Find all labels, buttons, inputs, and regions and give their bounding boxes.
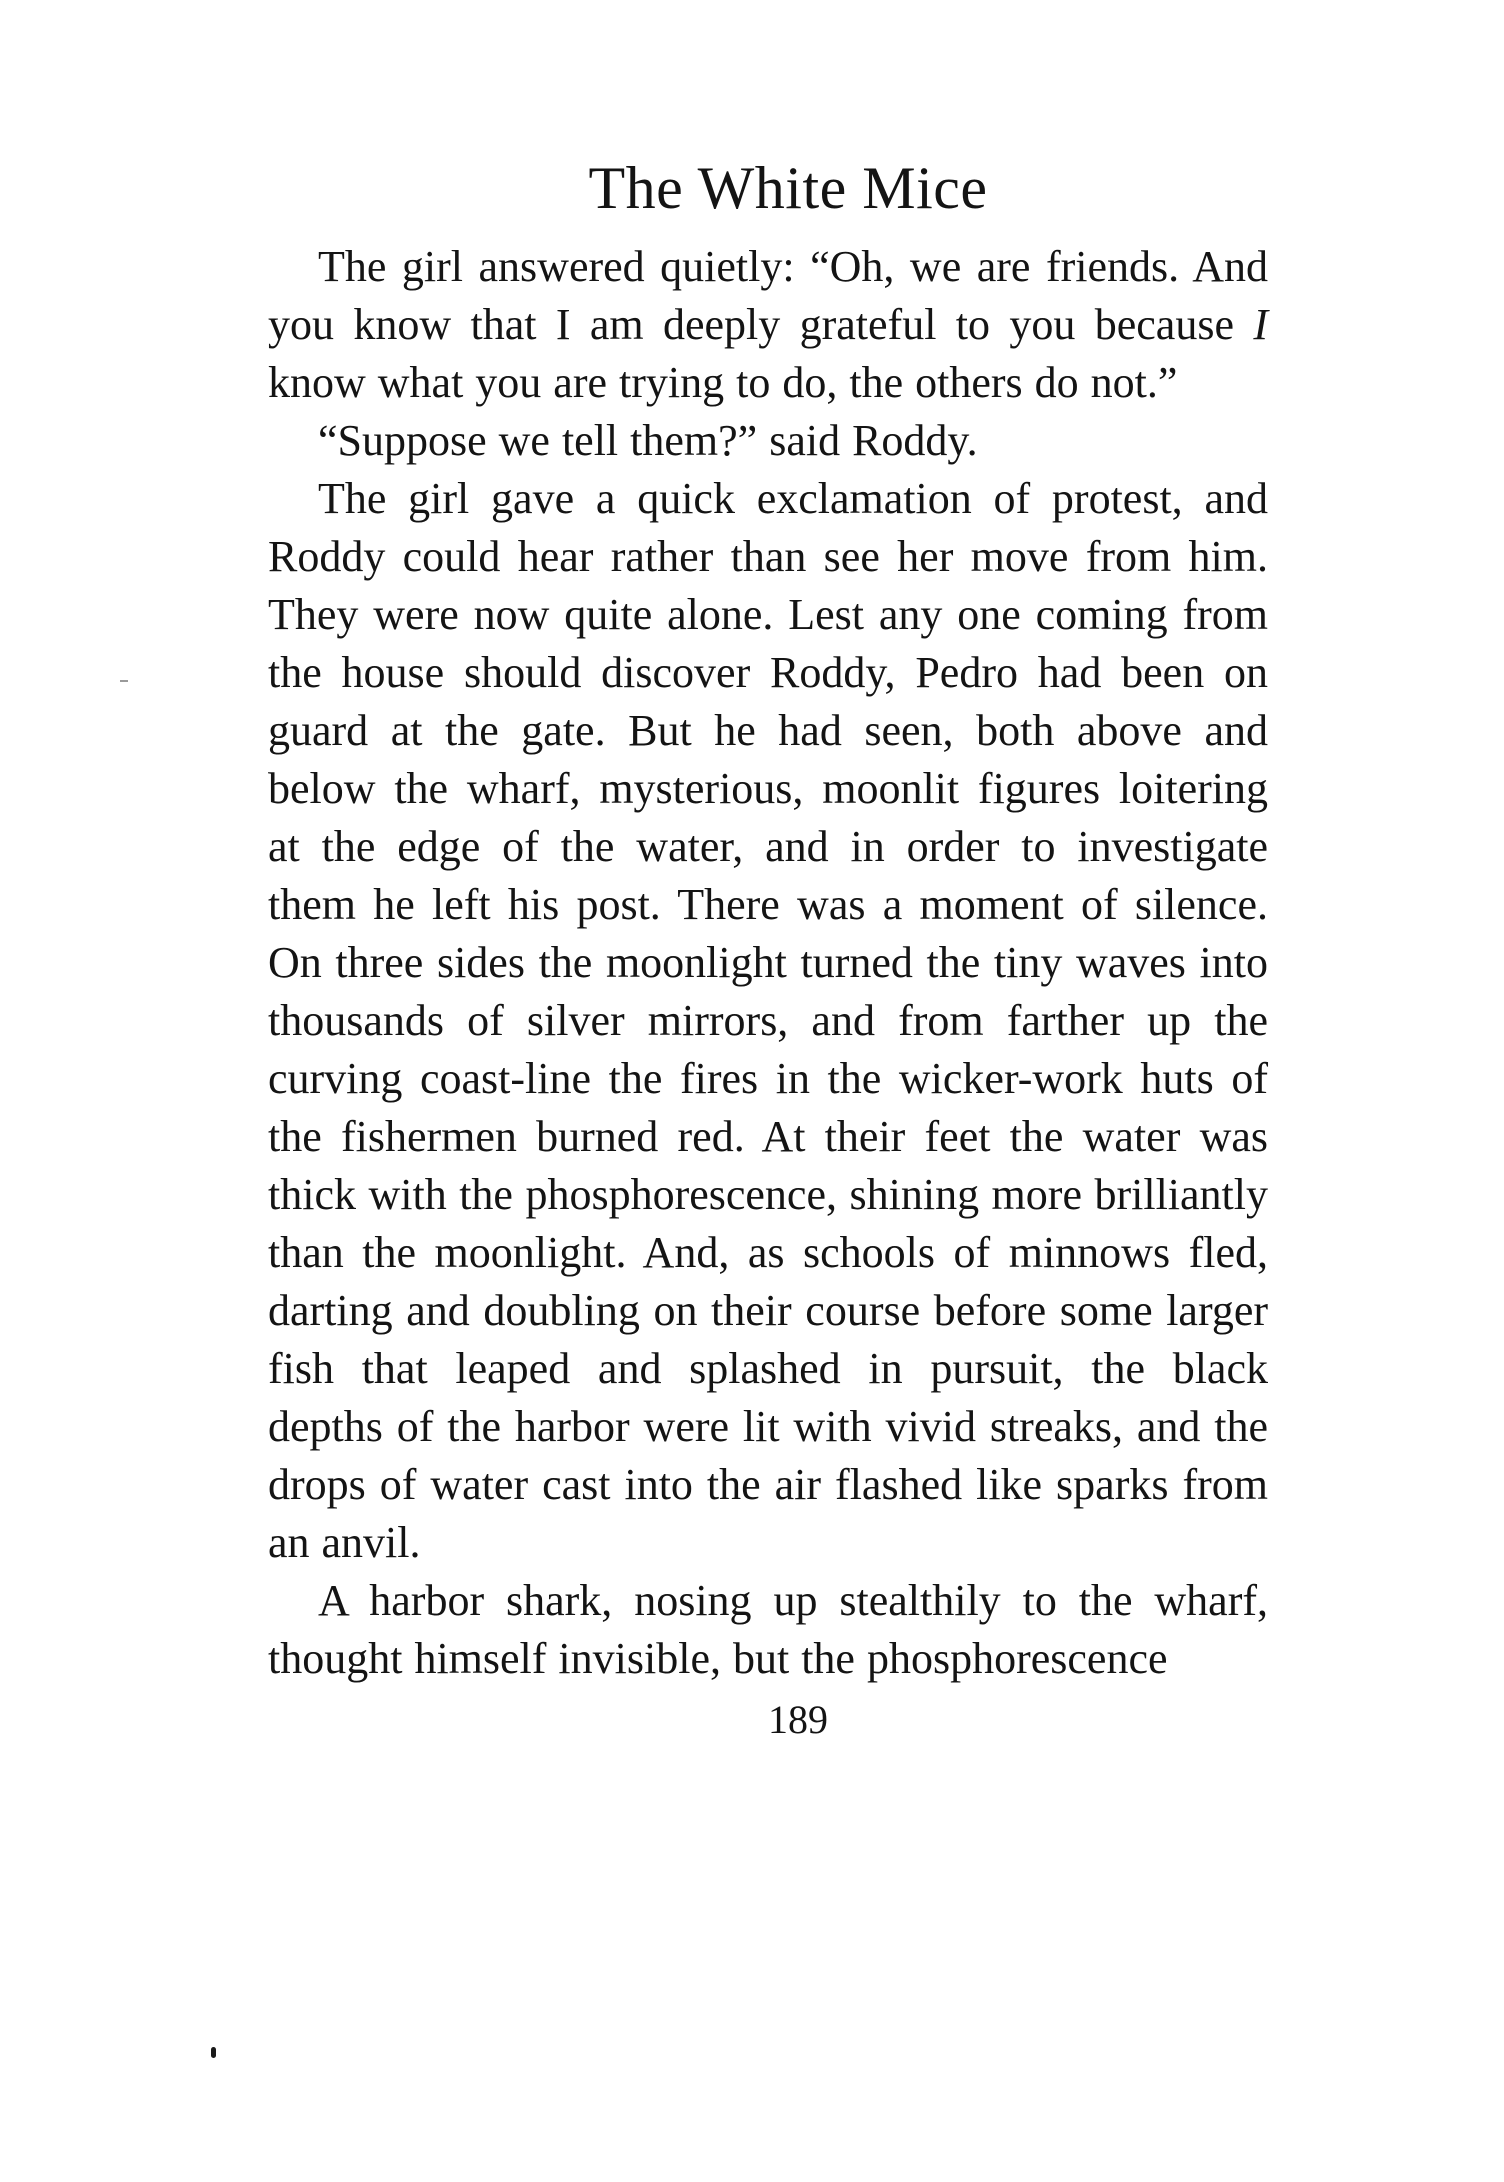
paragraph-moonlit-harbor: The girl gave a quick exclamation of protest, and Roddy could hear rather than see her move from him. They were now quite alone. Lest any one coming from the house should discover Roddy, Pedro had been on guard at the gate. But he had seen, both above and below the wharf, mysterious, moonlit figures loitering at the edge of the water, and in order to investigate them he left his post. There was a moment of silence. On three sides the moonlight turned the tiny waves into thousands of silver mirrors, and from farther up the curving coast-line the fires in the wicker-work huts of the fishermen burned red. At their feet the water was thick with the phosphorescence, shining more brilliantly than the moonlight. And, as schools of minnows fled, darting and doubling on their course before some larger fish that leaped and splashed in pursuit, the black depths of the harbor were lit with vivid streaks, and the drops of water cast into the air flashed like sparks from an anvil. (268, 474, 1268, 1567)
page-number: 189 (768, 1697, 828, 1742)
book-page (268, 150, 1268, 1746)
margin-mark (120, 680, 128, 682)
paragraph-answer-text-start: The girl answered quietly: “Oh, we are friends. And you know that I am deeply grateful to you because (268, 242, 1268, 349)
scan-speck (211, 2047, 216, 2058)
paragraph-harbor-shark: A harbor shark, nosing up stealthily to the wharf, thought himself invisible, but the phosphorescence (268, 1576, 1268, 1683)
paragraph-answer-emphasis: I (1253, 300, 1268, 349)
paragraph-suppose: “Suppose we tell them?” said Roddy. (318, 416, 978, 465)
paragraph-answer (268, 238, 1268, 412)
running-head: The White Mice (588, 155, 988, 221)
paragraph-answer-text-end: know what you are trying to do, the others do not.” (268, 358, 1178, 407)
